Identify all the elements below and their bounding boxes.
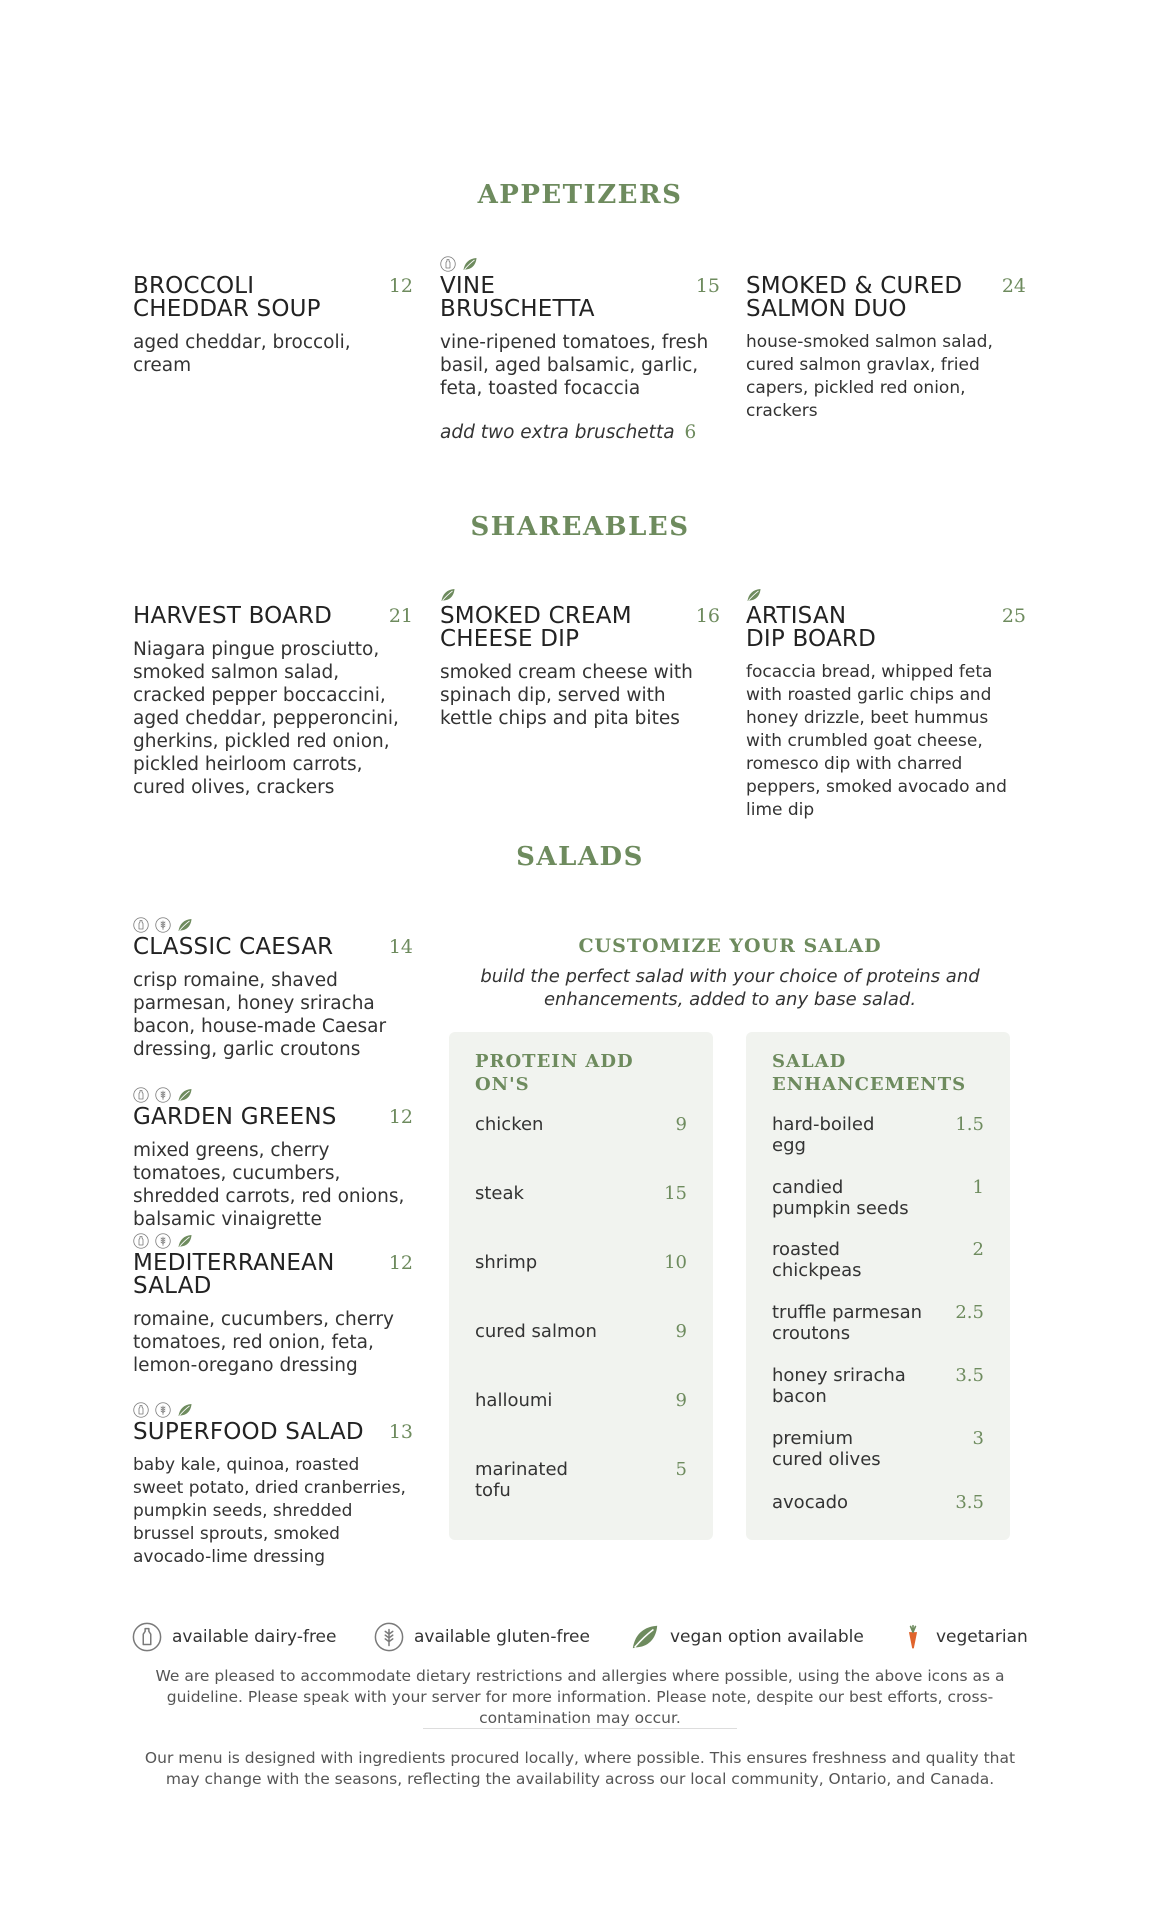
item-name: GARDEN GREENS <box>133 1104 337 1130</box>
item-description: vine-ripened tomatoes, fresh basil, aged balsamic, garlic, feta, toasted focaccia <box>440 332 709 399</box>
menu-item-classic-caesar <box>133 936 413 1061</box>
enhancement-name: roasted chickpeas <box>772 1239 862 1281</box>
item-name: SUPERFOOD SALAD <box>133 1419 364 1445</box>
item-name-line2: CHEESE DIP <box>440 626 580 652</box>
item-name-line1: SMOKED & CURED <box>746 273 963 299</box>
protein-row <box>475 1252 687 1273</box>
item-name <box>133 275 413 321</box>
protein-row <box>475 1459 687 1501</box>
enhancement-price: 3 <box>972 1428 984 1449</box>
item-name <box>440 275 720 321</box>
item-name-line2: DIP BOARD <box>746 626 876 652</box>
extra-price: 6 <box>684 422 697 443</box>
gluten-free-icon <box>155 917 171 933</box>
protein-name: shrimp <box>475 1252 538 1273</box>
menu-item-smoked-cream-cheese-dip <box>440 605 720 730</box>
vegan-leaf-icon <box>177 1233 193 1249</box>
enhancement-name: truffle parmesan croutons <box>772 1302 923 1344</box>
item-name-line2: BRUSCHETTA <box>440 296 595 322</box>
item-price: 16 <box>695 605 720 627</box>
gluten-free-icon <box>155 1402 171 1418</box>
protein-name: marinated tofu <box>475 1459 568 1501</box>
salad-enhancements-panel <box>746 1032 1010 1540</box>
protein-price: 9 <box>675 1321 687 1342</box>
item-price: 12 <box>388 275 413 297</box>
item-diet-icons <box>440 255 478 273</box>
carrot-icon <box>900 1614 926 1660</box>
item-price: 14 <box>388 936 413 958</box>
protein-name: halloumi <box>475 1390 553 1411</box>
item-name-line2: SALAD <box>133 1273 212 1299</box>
item-name: HARVEST BOARD <box>133 603 333 629</box>
item-diet-icons <box>133 1086 193 1104</box>
item-diet-icons <box>133 916 193 934</box>
item-name <box>133 1252 413 1298</box>
menu-item-artisan-dip-board <box>746 605 1026 822</box>
legend-dairy-free <box>132 1622 336 1652</box>
protein-price: 9 <box>675 1390 687 1411</box>
vegan-leaf-icon <box>177 1087 193 1103</box>
item-diet-icons <box>133 1232 193 1250</box>
item-price: 25 <box>1001 605 1026 627</box>
protein-panel-title: PROTEIN ADD ON'S <box>475 1051 634 1095</box>
gluten-free-icon <box>155 1087 171 1103</box>
item-name-line2: SALMON DUO <box>746 296 907 322</box>
item-description: romaine, cucumbers, cherry tomatoes, red onion, feta, lemon-oregano dressing <box>133 1309 394 1376</box>
customize-title: CUSTOMIZE YOUR SALAD <box>578 935 882 957</box>
vegan-leaf-icon <box>440 587 456 603</box>
extra-label: add two extra bruschetta <box>440 422 675 443</box>
vegan-leaf-icon <box>630 1622 660 1652</box>
item-name <box>440 605 720 651</box>
vegan-leaf-icon <box>177 1402 193 1418</box>
protein-row <box>475 1114 687 1135</box>
menu-item-vine-bruschetta <box>440 275 720 443</box>
gluten-free-icon <box>374 1622 404 1652</box>
dairy-free-icon <box>132 1622 162 1652</box>
protein-price: 10 <box>664 1252 687 1273</box>
enhancements-panel-title: SALAD ENHANCEMENTS <box>772 1051 967 1095</box>
enhancement-row <box>772 1365 984 1407</box>
gluten-free-icon <box>155 1233 171 1249</box>
enhancement-row <box>772 1428 984 1470</box>
vegan-leaf-icon <box>177 917 193 933</box>
item-description: mixed greens, cherry tomatoes, cucumbers, shredded carrots, red onions, balsamic vinaigrette <box>133 1140 405 1230</box>
item-name-line1: VINE <box>440 273 496 299</box>
enhancement-price: 1 <box>972 1177 984 1198</box>
item-name-line1: SMOKED CREAM <box>440 603 632 629</box>
item-name-line1: ARTISAN <box>746 603 847 629</box>
menu-item-garden-greens <box>133 1106 413 1231</box>
dietary-legend <box>130 1620 1030 1660</box>
vegan-leaf-icon <box>746 587 762 603</box>
dairy-free-icon <box>133 917 149 933</box>
item-description: focaccia bread, whipped feta with roasted garlic chips and honey drizzle, beet hummus with crumbled goat cheese, romesco dip with charred peppers, smoked avocado and lime dip <box>746 662 1007 820</box>
dairy-free-icon <box>440 256 456 272</box>
legend-label: available gluten-free <box>414 1627 590 1647</box>
dairy-free-icon <box>133 1233 149 1249</box>
legend-label: available dairy-free <box>172 1627 337 1647</box>
menu-item-smoked-cured-salmon-duo <box>746 275 1026 423</box>
menu-item-superfood-salad <box>133 1421 413 1569</box>
protein-addons-panel <box>449 1032 713 1540</box>
item-name-line1: BROCCOLI <box>133 273 255 299</box>
item-name <box>746 275 1026 321</box>
protein-name: cured salmon <box>475 1321 597 1342</box>
legend-vegetarian <box>900 1614 1028 1660</box>
item-price: 21 <box>388 605 413 627</box>
protein-row <box>475 1390 687 1411</box>
enhancement-price: 2.5 <box>955 1302 984 1323</box>
item-price: 12 <box>388 1252 413 1274</box>
protein-price: 15 <box>664 1183 687 1204</box>
enhancement-price: 2 <box>972 1239 984 1260</box>
item-diet-icons <box>440 586 456 604</box>
legend-label: vegan option available <box>670 1627 864 1647</box>
item-name-line2: CHEDDAR SOUP <box>133 296 321 322</box>
vegan-leaf-icon <box>462 256 478 272</box>
item-description: baby kale, quinoa, roasted sweet potato, dried cranberries, pumpkin seeds, shredded brussel sprouts, smoked avocado-lime dressing <box>133 1455 406 1567</box>
item-name <box>746 605 1026 651</box>
menu-item-mediterranean-salad <box>133 1252 413 1377</box>
item-description: Niagara pingue prosciutto, smoked salmon salad, cracked pepper boccaccini, aged cheddar, pepperoncini, gherkins, pickled red onion, pickled heirloom carrots, cured olives, crackers <box>133 639 399 798</box>
section-title-shareables: SHAREABLES <box>470 512 690 542</box>
protein-name: chicken <box>475 1114 544 1135</box>
customize-subtitle: build the perfect salad with your choice of proteins and enhancements, added to any base salad. <box>480 966 980 1010</box>
enhancement-row <box>772 1492 984 1513</box>
item-description: aged cheddar, broccoli, cream <box>133 332 351 376</box>
menu-item-broccoli-cheddar-soup <box>133 275 413 377</box>
item-diet-icons <box>133 1401 193 1419</box>
legend-gluten-free <box>374 1622 590 1652</box>
enhancement-row <box>772 1177 984 1219</box>
dairy-free-icon <box>133 1087 149 1103</box>
enhancement-price: 3.5 <box>955 1492 984 1513</box>
divider <box>423 1728 737 1729</box>
enhancement-price: 3.5 <box>955 1365 984 1386</box>
protein-name: steak <box>475 1183 524 1204</box>
enhancement-name: candied pumpkin seeds <box>772 1177 909 1219</box>
item-price: 13 <box>388 1421 413 1443</box>
item-price: 15 <box>695 275 720 297</box>
item-name: CLASSIC CAESAR <box>133 934 334 960</box>
legend-label: vegetarian <box>936 1627 1028 1647</box>
section-title-salads: SALADS <box>516 842 644 872</box>
item-price: 12 <box>388 1106 413 1128</box>
enhancement-row <box>772 1114 984 1156</box>
protein-price: 9 <box>675 1114 687 1135</box>
protein-price: 5 <box>675 1459 687 1480</box>
item-diet-icons <box>746 586 762 604</box>
item-description: crisp romaine, shaved parmesan, honey sriracha bacon, house-made Caesar dressing, garlic croutons <box>133 970 387 1060</box>
protein-row <box>475 1183 687 1204</box>
enhancement-row <box>772 1239 984 1281</box>
enhancement-name: avocado <box>772 1492 849 1513</box>
item-description: smoked cream cheese with spinach dip, served with kettle chips and pita bites <box>440 662 693 729</box>
item-name-line1: MEDITERRANEAN <box>133 1250 335 1276</box>
protein-row <box>475 1321 687 1342</box>
item-price: 24 <box>1001 275 1026 297</box>
local-sourcing-note: Our menu is designed with ingredients procured locally, where possible. This ensures freshness and quality that may change with the seasons, reflecting the availability across our local community, Ontario, and Canada. <box>144 1749 1016 1788</box>
enhancement-price: 1.5 <box>955 1114 984 1135</box>
enhancement-name: honey sriracha bacon <box>772 1365 906 1407</box>
menu-item-harvest-board <box>133 605 413 799</box>
legend-vegan <box>630 1622 864 1652</box>
allergy-note: We are pleased to accommodate dietary restrictions and allergies where possible, using the above icons as a guideline. Please speak with your server for more information. Please note, despite our best efforts, cross-contamination may occur. <box>155 1667 1005 1727</box>
item-extra <box>440 422 720 443</box>
item-description: house-smoked salmon salad, cured salmon gravlax, fried capers, pickled red onion, crackers <box>746 332 993 421</box>
enhancement-row <box>772 1302 984 1344</box>
enhancement-name: premium cured olives <box>772 1428 881 1470</box>
dairy-free-icon <box>133 1402 149 1418</box>
enhancement-name: hard-boiled egg <box>772 1114 875 1156</box>
section-title-appetizers: APPETIZERS <box>477 180 683 210</box>
